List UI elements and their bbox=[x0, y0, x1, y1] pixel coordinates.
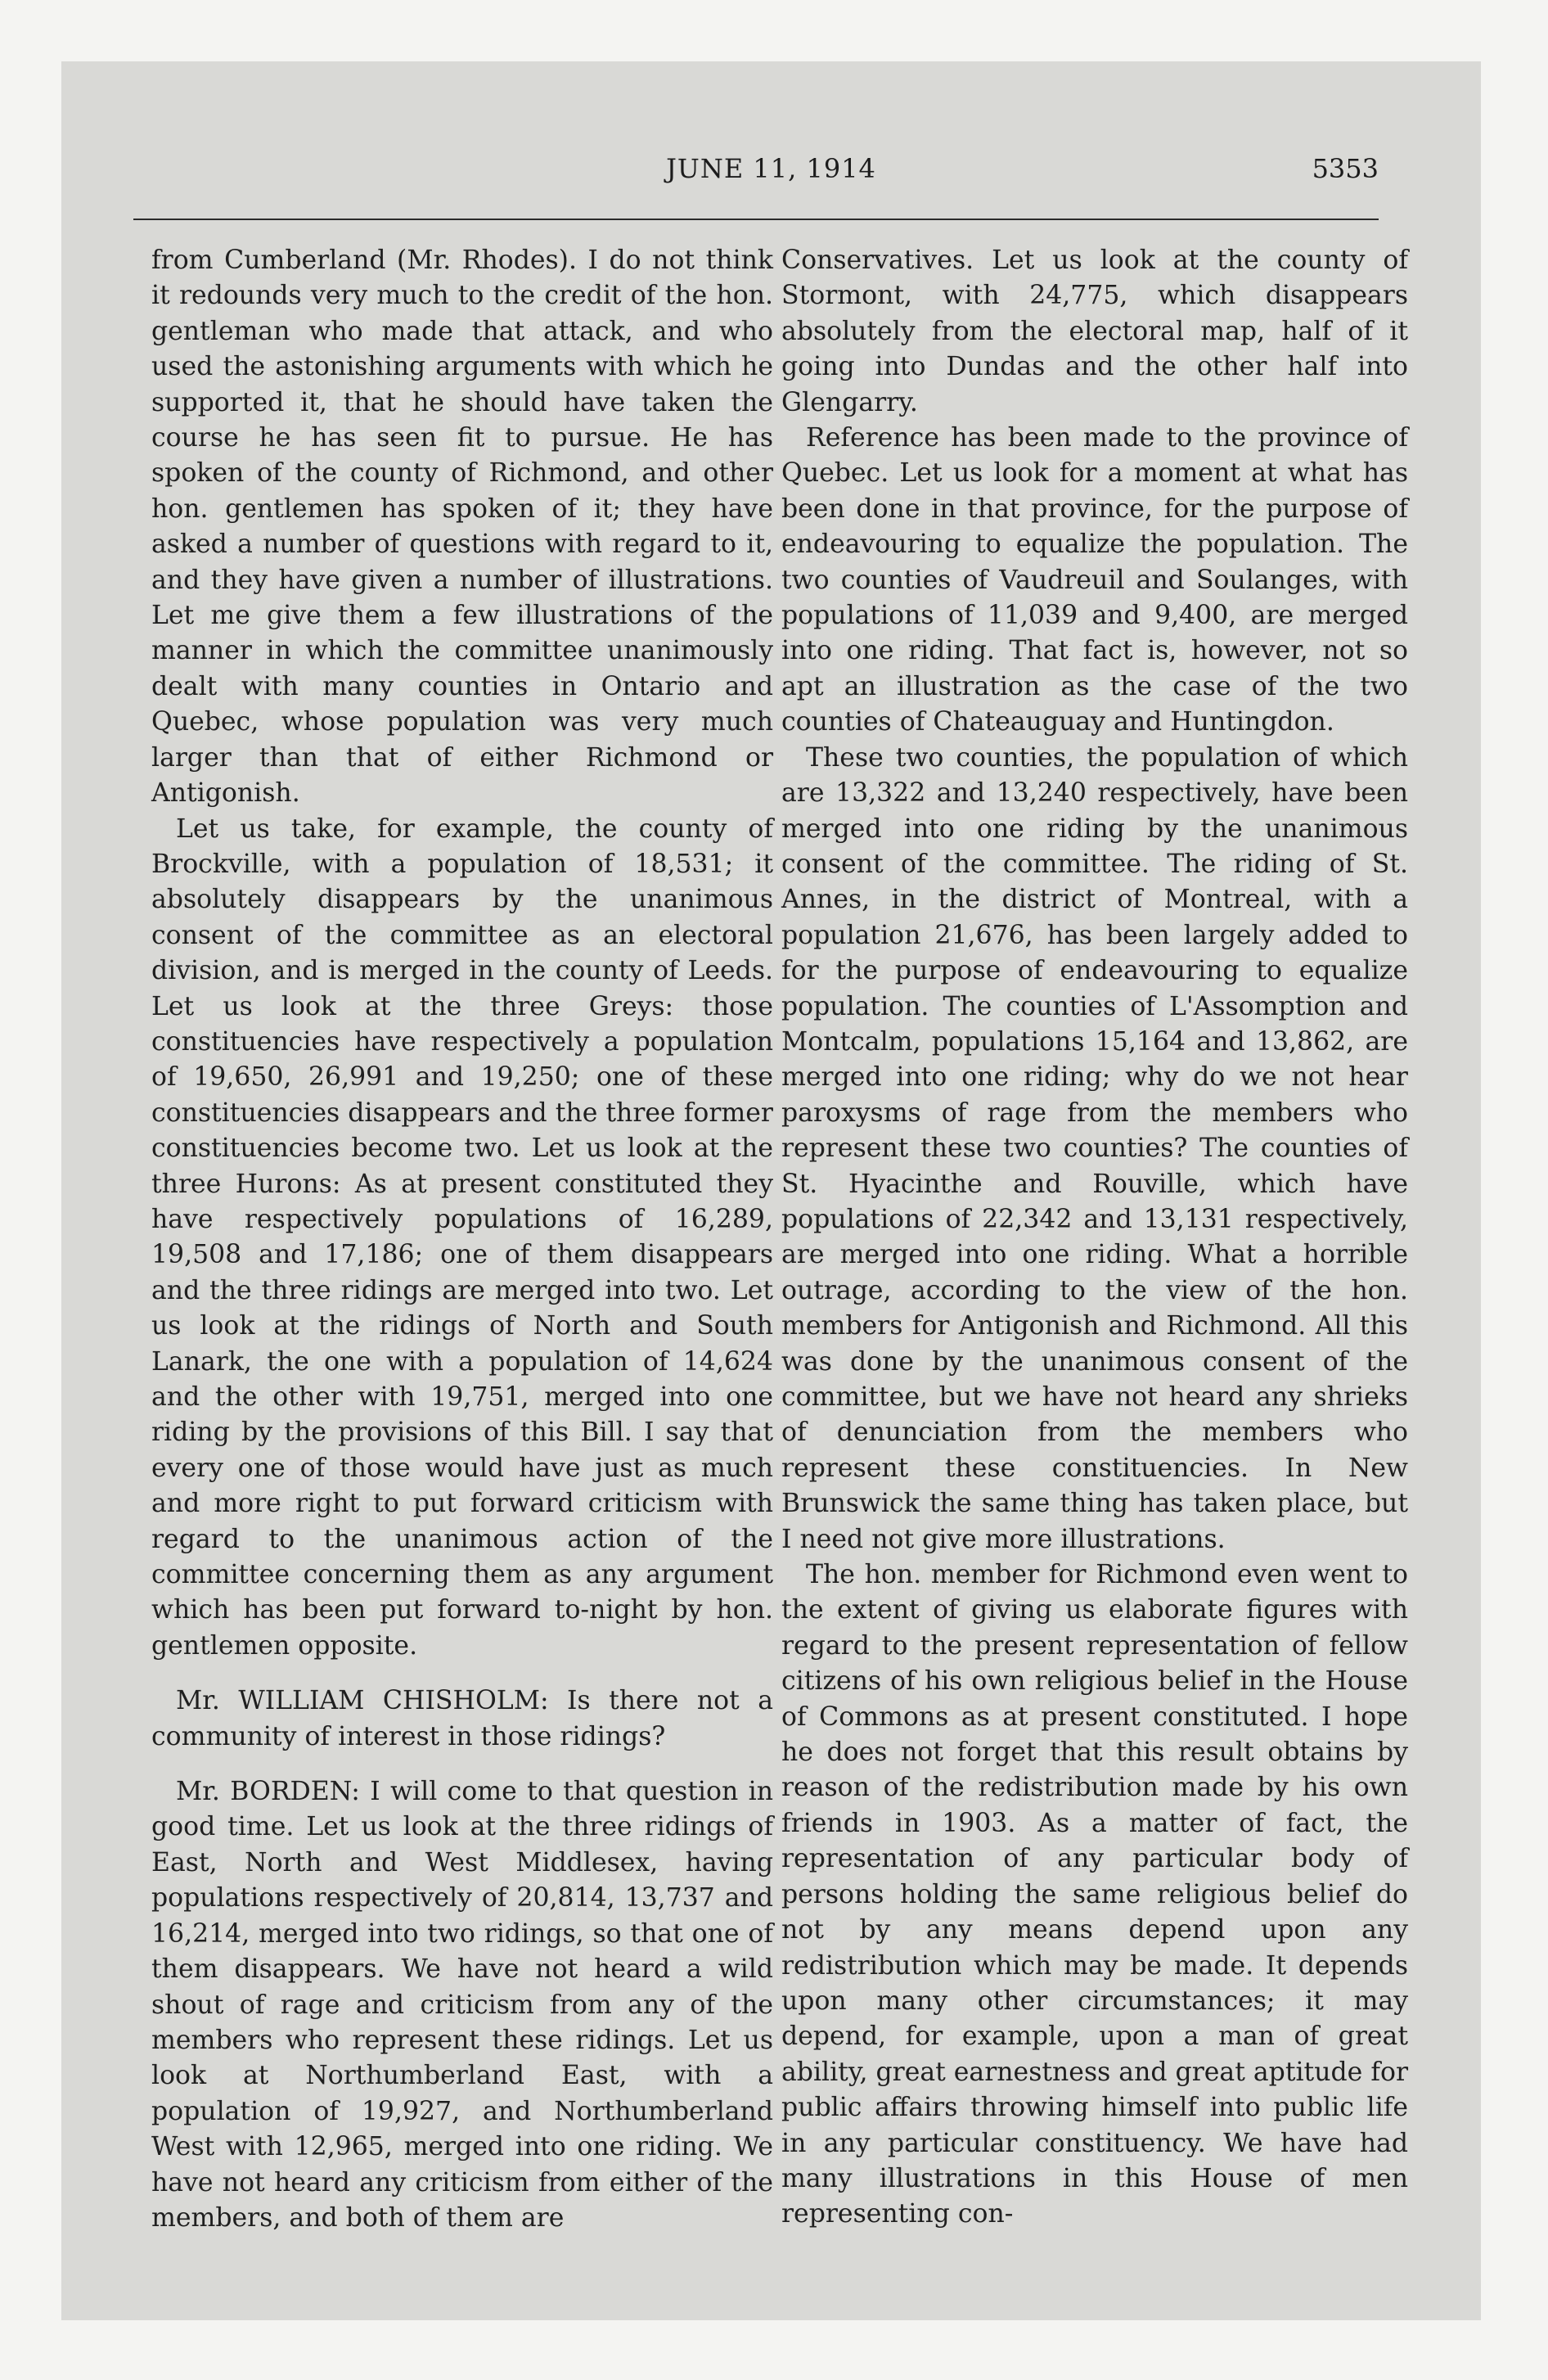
page-header bbox=[61, 153, 1481, 202]
paragraph: from Cumberland (Mr. Rhodes). I do not think it redounds very much to the credit of the hon. gentleman who made that attack, and who used the astonishing arguments with which he supported it, that he should have taken the course he has seen fit to pursue. He has spoken of the county of Richmond, and other hon. gentlemen has spoken of it; they have asked a number of questions with regard to it, and they have given a number of illustrations. Let me give them a few illustrations of the manner in which the committee unanimously dealt with many counties in Ontario and Quebec, whose population was very much larger than that of either Richmond or Antigonish. bbox=[151, 246, 773, 809]
left-column bbox=[151, 243, 773, 2236]
paragraph: Mr. BORDEN: I will come to that question in good time. Let us look at the three ridings of East, North and West Middlesex, having populations respectively of 20,814, 13,737 and 16,214, merged into two ridings, so that one of them disappears. We have not heard a wild shout of rage and criticism from any of the members who represent these ridings. Let us look at Northumberland East, with a population of 19,927, and Northumberland West with 12,965, merged into one riding. We have not heard any criticism from either of the members, and both of them are bbox=[151, 1777, 773, 2233]
paragraph: Reference has been made to the province of Quebec. Let us look for a moment at what has been done in that province, for the purpose of endeavouring to equalize the population. The two counties of Vaudreuil and Soulanges, with populations of 11,039 and 9,400, are merged into one riding. That fact is, however, not so apt an illustration as the case of the two counties of Chateauguay and Huntingdon. bbox=[781, 423, 1408, 737]
paragraph: Let us take, for example, the county of Brockville, with a population of 18,531; it absolutely disappears by the unanimous consent of the committee as an electoral division, and is merged in the county of Leeds. Let us look at the three Greys: those constituencies have respectively a population of 19,650, 26,991 and 19,250; one of these constituencies disappears and the three former constituencies become two. Let us look at the three Hurons: As at present constituted they have respectively populations of 16,289, 19,508 and 17,186; one of them disappears and the three ridings are merged into two. Let us look at the ridings of North and South Lanark, the one with a population of 14,624 and the other with 19,751, merged into one riding by the provisions of this Bill. I say that every one of those would have just as much and more right to put forward criticism with regard to the unanimous action of the committee concerning them as any argument which has been put forward to-night by hon. gentlemen opposite. bbox=[151, 814, 773, 1661]
document-page bbox=[61, 61, 1481, 2320]
paragraph: These two counties, the population of which are 13,322 and 13,240 respectively, have been merged into one riding by the unanimous consent of the committee. The riding of St. Annes, in the district of Montreal, with a population 21,676, has been largely added to for the purpose of endeavouring to equalize population. The counties of L'Assomption and Montcalm, populations 15,164 and 13,862, are merged into one riding; why do we not hear paroxysms of rage from the members who represent these two counties? The counties of St. Hyacinthe and Rouville, which have populations of 22,342 and 13,131 respectively, are merged into one riding. What a horrible outrage, according to the view of the hon. members for Antigonish and Richmond. All this was done by the unanimous consent of the committee, but we have not heard any shrieks of denunciation from the members who represent these constituencies. In New Brunswick the same thing has taken place, but I need not give more illustrations. bbox=[781, 742, 1408, 1554]
paragraph: Mr. WILLIAM CHISHOLM: Is there not a community of interest in those ridings? bbox=[151, 1686, 773, 1751]
page-number: 5353 bbox=[1312, 153, 1379, 184]
right-column bbox=[781, 243, 1408, 2233]
paragraph: The hon. member for Richmond even went to the extent of giving us elaborate figures with regard to the present representation of fellow citizens of his own religious belief in the House of Commons as at present constituted. I hope he does not forget that this result obtains by reason of the redistribution made by his own friends in 1903. As a matter of fact, the representation of any particular body of persons holding the same religious belief do not by any means depend upon any redistribution which may be made. It depends upon many other circumstances; it may depend, for example, upon a man of great ability, great earnestness and great aptitude for public affairs throwing himself into public life in any particular constituency. We have had many illustrations in this House of men representing con- bbox=[781, 1560, 1408, 2229]
header-date: JUNE 11, 1914 bbox=[666, 153, 876, 184]
paragraph: Conservatives. Let us look at the county of Stormont, with 24,775, which disappears absolutely from the electoral map, half of it going into Dundas and the other half into Glengarry. bbox=[781, 246, 1408, 417]
header-rule bbox=[133, 219, 1379, 220]
